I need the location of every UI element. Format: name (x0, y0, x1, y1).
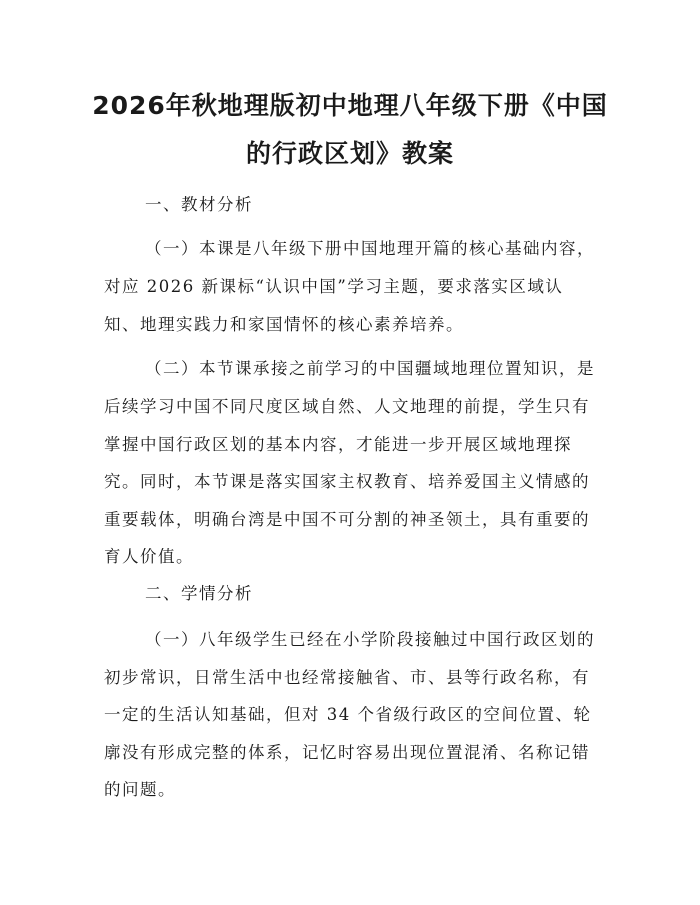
section-heading-teaching-material: 一、教材分析 (145, 195, 253, 214)
paragraph-line: 的问题。 (104, 780, 176, 799)
paragraph-line: 初步常识，日常生活中也经常接触省、市、县等行政名称，有 (104, 668, 590, 687)
paragraph-line: 掌握中国行政区划的基本内容，才能进一步开展区域地理探 (104, 435, 572, 454)
paragraph-line: 重要载体，明确台湾是中国不可分割的神圣领土，具有重要的 (104, 510, 590, 529)
document-title-line-1: 2026年秋地理版初中地理八年级下册《中国 (92, 91, 608, 120)
document-title-line-2: 的行政区划》教案 (245, 139, 454, 168)
paragraph-line: （二）本节课承接之前学习的中国疆域地理位置知识，是 (145, 359, 595, 378)
paragraph-line: 育人价值。 (104, 547, 194, 566)
paragraph-line: （一）八年级学生已经在小学阶段接触过中国行政区划的 (145, 630, 595, 649)
paragraph-line: 一定的生活认知基础，但对 34 个省级行政区的空间位置、轮 (104, 705, 592, 724)
paragraph-line: 究。同时，本节课是落实国家主权教育、培养爱国主义情感的 (104, 472, 590, 491)
paragraph-line: 知、地理实践力和家国情怀的核心素养培养。 (104, 315, 464, 334)
paragraph-line: 对应 2026 新课标“认识中国”学习主题，要求落实区域认 (104, 277, 564, 296)
section-heading-learner-analysis: 二、学情分析 (145, 584, 253, 603)
paragraph-line: 廓没有形成完整的体系，记忆时容易出现位置混淆、名称记错 (104, 743, 590, 762)
paragraph-line: （一）本课是八年级下册中国地理开篇的核心基础内容， (145, 239, 595, 258)
paragraph-line: 后续学习中国不同尺度区域自然、人文地理的前提，学生只有 (104, 397, 590, 416)
